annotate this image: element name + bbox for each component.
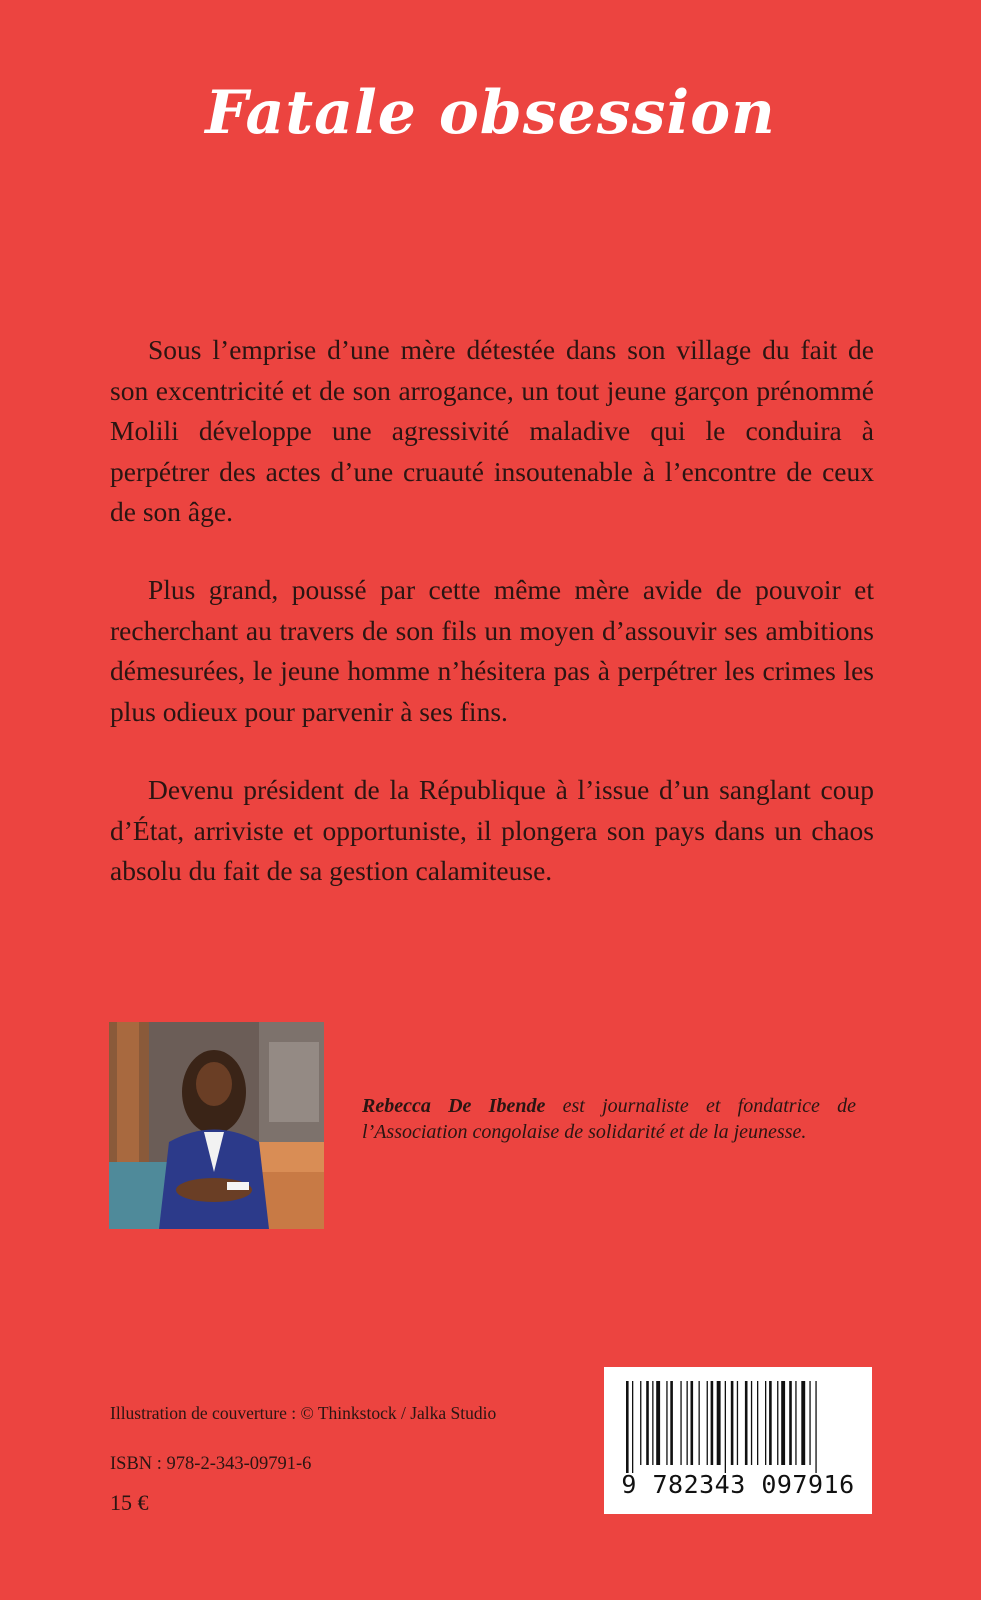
barcode-bar — [789, 1381, 792, 1465]
barcode-bar — [751, 1381, 752, 1465]
author-photo — [109, 1022, 324, 1229]
barcode-bar — [717, 1381, 721, 1465]
barcode-bar — [745, 1381, 748, 1465]
barcode — [604, 1367, 872, 1514]
barcode-bar — [707, 1381, 708, 1465]
barcode-bar — [632, 1381, 633, 1473]
barcode-bar — [737, 1381, 738, 1465]
barcode-bar — [646, 1381, 649, 1465]
price: 15 € — [110, 1490, 149, 1515]
barcode-bar — [757, 1381, 758, 1465]
barcode-bar — [777, 1381, 778, 1465]
barcode-bar — [781, 1381, 785, 1465]
barcode-bar — [809, 1381, 810, 1465]
barcode-bar — [640, 1381, 641, 1465]
barcode-bar — [725, 1381, 726, 1473]
isbn: ISBN : 978-2-343-09791-6 — [110, 1454, 312, 1474]
author-name: Rebecca De Ibende — [362, 1095, 546, 1117]
barcode-bar — [795, 1381, 796, 1465]
barcode-bar — [699, 1381, 700, 1465]
barcode-bar — [680, 1381, 681, 1465]
barcode-bar — [711, 1381, 714, 1465]
barcode-bar — [815, 1381, 816, 1473]
barcode-bar — [687, 1381, 688, 1465]
blurb-paragraph-1: Sous l’emprise d’une mère détestée dans son village du fait de son excentricité et de son arrogance, un tout jeune garçon prénommé Molili développe une agressivité maladive qui le conduira à perpétrer des actes d’une cruauté insoutenable à l’encontre de ceux de son âge. — [110, 334, 874, 527]
barcode-bar — [626, 1381, 629, 1473]
author-bio-text: est journaliste et fondatrice de l’Association congolaise de solidarité et de la jeunesse. — [362, 1095, 857, 1143]
illustration-credit: Illustration de couverture : © Thinkstock / Jalka Studio — [110, 1403, 497, 1423]
barcode-bar — [666, 1381, 667, 1465]
barcode-bar — [652, 1381, 653, 1465]
barcode-bar — [801, 1381, 805, 1465]
barcode-bar — [731, 1381, 734, 1465]
barcode-bar — [765, 1381, 766, 1465]
barcode-bar — [656, 1381, 660, 1465]
author-bio — [362, 1093, 856, 1145]
barcode-bar — [769, 1381, 772, 1465]
barcode-bar — [691, 1381, 694, 1465]
blurb-paragraph-3: Devenu président de la République à l’issue d’un sanglant coup d’État, arriviste et opportuniste, il plongera son pays dans un chaos absolu du fait de sa gestion calamiteuse. — [110, 774, 874, 886]
barcode-digits: 9 782343 097916 — [621, 1470, 855, 1499]
book-title: Fatale obsession — [205, 78, 776, 148]
barcode-bar — [670, 1381, 673, 1465]
blurb-paragraph-2: Plus grand, poussé par cette même mère avide de pouvoir et recherchant au travers de son fils un moyen d’assouvir ses ambitions démesurées, le jeune homme n’hésitera pas à perpétrer les crimes les plus odieux pour parvenir à ses fins. — [110, 574, 874, 727]
